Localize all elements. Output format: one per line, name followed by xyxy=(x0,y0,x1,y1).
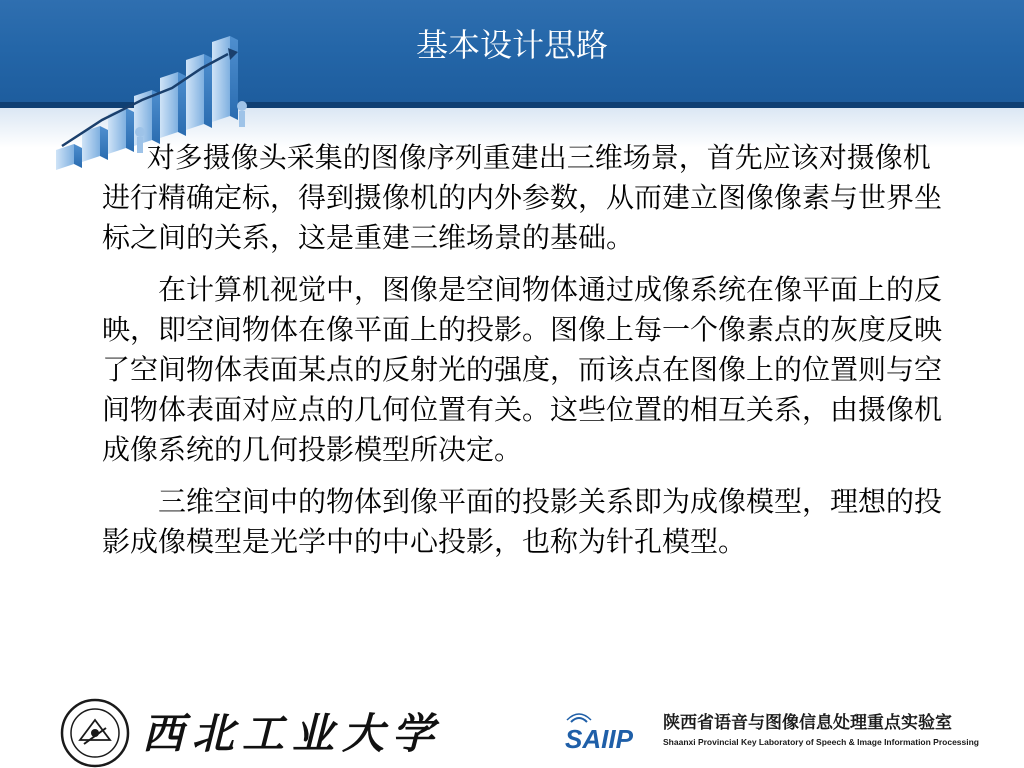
saiip-logo-icon xyxy=(565,712,665,752)
lab-name-english: Shaanxi Provincial Key Laboratory of Speech & Image Information Processing xyxy=(663,737,980,747)
body-paragraph: 三维空间中的物体到像平面的投影关系即为成像模型，理想的投影成像模型是光学中的中心投影，也称为针孔模型。 xyxy=(102,485,943,558)
slide-footer xyxy=(0,692,1024,768)
body-paragraph: 对多摄像头采集的图像序列重建出三维场景，首先应该对摄像机进行精确定标，得到摄像机的内外参数，从而建立图像像素与世界坐标之间的关系，这是重建三维场景的基础。 xyxy=(102,141,943,254)
slide-title: 基本设计思路 xyxy=(415,26,608,64)
lab-name: 陕西省语音与图像信息处理重点实验室 xyxy=(663,713,952,733)
svg-text:SAIIP: SAIIP xyxy=(565,724,633,752)
university-seal-icon xyxy=(60,698,130,768)
university-name: 西北工业大学 xyxy=(142,709,443,758)
slide-body xyxy=(102,138,952,698)
body-paragraph: 在计算机视觉中，图像是空间物体通过成像系统在像平面上的反映，即空间物体在像平面上的投影。图像上每一个像素点的灰度反映了空间物体表面某点的反射光的强度，而该点在图像上的位置则与空间物体表面对应点的几何位置有关。这些位置的相互关系，由摄像机成像系统的几何投影模型所决定。 xyxy=(102,273,943,466)
